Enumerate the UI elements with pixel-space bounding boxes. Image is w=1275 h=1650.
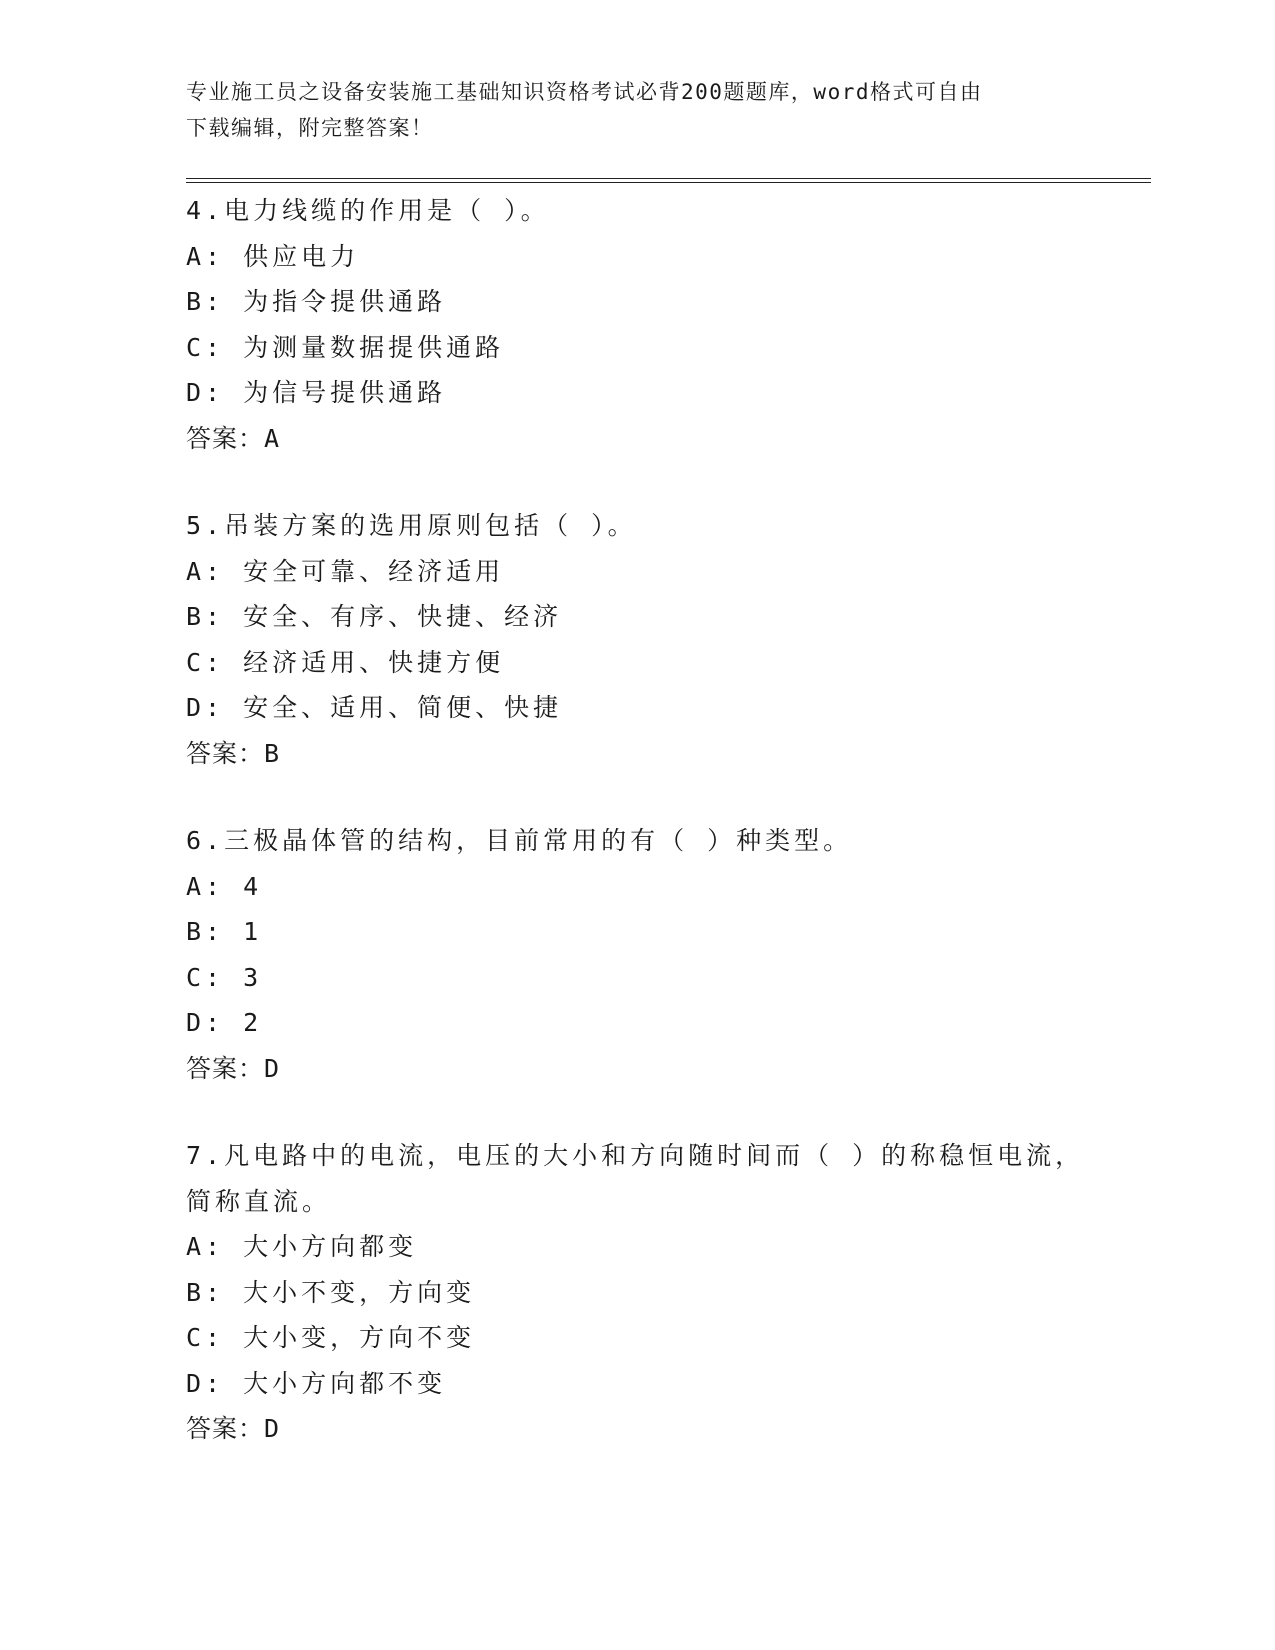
option-d: D: 2 xyxy=(186,1008,263,1037)
answer-line xyxy=(186,1406,1086,1452)
answer-line xyxy=(186,1046,1086,1092)
question-stem-line-2: 简称直流。 xyxy=(186,1186,332,1216)
answer-line xyxy=(186,731,1086,777)
answer-line xyxy=(186,416,1086,462)
option-a: A: 安全可靠、经济适用 xyxy=(186,556,505,586)
option-d: D: 大小方向都不变 xyxy=(186,1368,447,1398)
question-stem: 4.电力线缆的作用是（ ）。 xyxy=(186,196,550,225)
option-d: D: 为信号提供通路 xyxy=(186,378,447,407)
option-b: B: 大小不变，方向变 xyxy=(186,1277,476,1307)
option-a: A: 4 xyxy=(186,871,263,901)
option-b: B: 1 xyxy=(186,917,263,946)
question-stem-line-1: 7.凡电路中的电流，电压的大小和方向随时间而（ ）的称稳恒电流， xyxy=(186,1141,1085,1170)
option-c: C: 3 xyxy=(186,962,263,992)
answer-label: 答案： xyxy=(186,1053,265,1083)
question-stem: 5.吊装方案的选用原则包括（ ）。 xyxy=(186,511,637,540)
answer-label: 答案： xyxy=(186,1414,265,1443)
option-c: C: 经济适用、快捷方便 xyxy=(186,647,505,677)
option-b: B: 安全、有序、快捷、经济 xyxy=(186,602,563,631)
document-header xyxy=(186,74,1086,146)
header-divider-bottom xyxy=(186,182,1151,183)
answer-value: D xyxy=(264,1053,281,1083)
option-a: A: 供应电力 xyxy=(186,241,360,271)
question-list xyxy=(186,188,1086,1494)
answer-label: 答案： xyxy=(186,738,265,768)
question-5 xyxy=(186,503,1086,776)
question-6 xyxy=(186,818,1086,1091)
header-line-2: 下载编辑，附完整答案！ xyxy=(186,116,434,140)
answer-label: 答案： xyxy=(186,423,265,453)
question-7 xyxy=(186,1133,1086,1452)
option-b: B: 为指令提供通路 xyxy=(186,287,447,316)
answer-value: B xyxy=(264,738,281,768)
answer-value: A xyxy=(264,423,281,453)
option-a: A: 大小方向都变 xyxy=(186,1232,418,1261)
header-line-1: 专业施工员之设备安装施工基础知识资格考试必背200题题库，word格式可自由 xyxy=(186,80,983,104)
option-c: C: 为测量数据提供通路 xyxy=(186,332,505,362)
option-d: D: 安全、适用、简便、快捷 xyxy=(186,693,563,722)
option-c: C: 大小变，方向不变 xyxy=(186,1323,476,1352)
header-divider-top xyxy=(186,178,1151,179)
question-4 xyxy=(186,188,1086,461)
answer-value: D xyxy=(264,1414,281,1443)
question-stem: 6.三极晶体管的结构，目前常用的有（ ）种类型。 xyxy=(186,826,853,855)
